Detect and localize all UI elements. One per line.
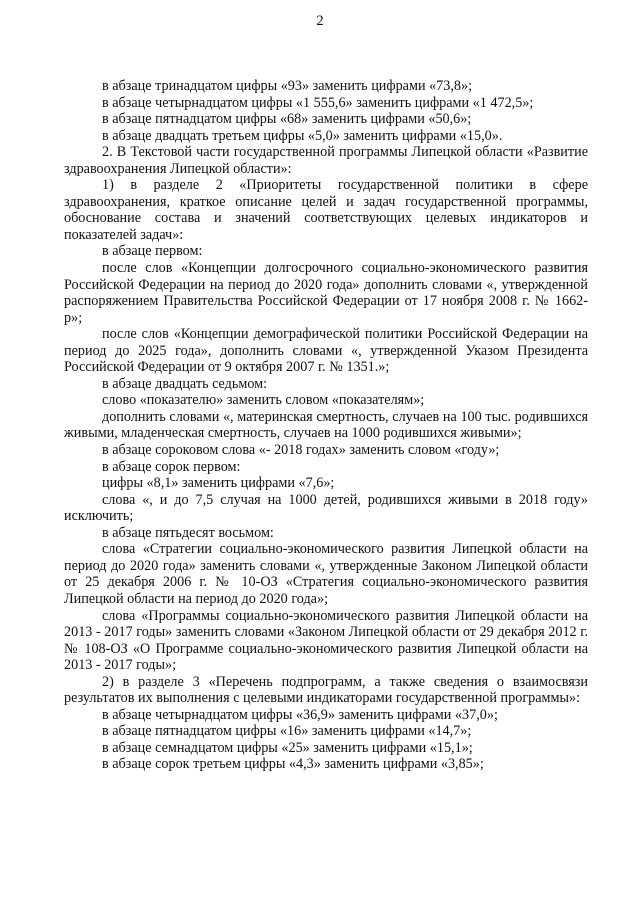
paragraph-strategy: слова «Стратегии социально-экономического развития Липецкой области на период до 2020 года» заменить словами «, утвержденные Законом Липецкой области от 25 декабря 2006 г. № 10-ОЗ «Стратегия социально-экономического развития Липецкой области на период до 2020 года»;	[64, 541, 588, 607]
paragraph-abzac-41: в абзаце сорок первом:	[102, 458, 241, 475]
paragraph-r3-abzac-17: в абзаце семнадцатом цифры «25» заменить цифрами «15,1»;	[102, 739, 473, 756]
paragraph-concept-demographic: после слов «Концепции демографической политики Российской Федерации на период до 2025 года», дополнить словами «, утвержденной Указом Президента Российской Федерации от 9 октября 2007 г. № 1351.»;	[64, 326, 588, 376]
paragraph-mortality-add: дополнить словами «, материнская смертность, случаев на 100 тыс. родившихся живыми, младенческая смертность, случаев на 1000 родившихся живыми»;	[64, 408, 588, 442]
paragraph-razdel-3: 2) в разделе 3 «Перечень подпрограмм, а также сведения о взаимосвязи результатов их выполнения с целевыми индикаторами государственной программы»:	[64, 673, 588, 707]
paragraph-razdel-2: 1) в разделе 2 «Приоритеты государственной политики в сфере здравоохранения, краткое описание целей и задач государственной программы, обоснование состава и значений соответствующих целевых индикаторов и показателей задач»:	[64, 177, 588, 243]
paragraph-amend-14: в абзаце четырнадцатом цифры «1 555,6» заменить цифрами «1 472,5»;	[102, 94, 534, 111]
paragraph-abzac-27: в абзаце двадцать седьмом:	[102, 375, 268, 392]
paragraph-section-2-heading: 2. В Текстовой части государственной программы Липецкой области «Развитие здравоохранения Липецкой области»:	[64, 144, 588, 177]
paragraph-r3-abzac-15: в абзаце пятнадцатом цифры «16» заменить цифрами «14,7»;	[102, 723, 472, 740]
paragraph-amend-23: в абзаце двадцать третьем цифры «5,0» заменить цифрами «15,0».	[102, 127, 503, 144]
paragraph-abzac-1: в абзаце первом:	[102, 243, 203, 260]
paragraph-r3-abzac-43: в абзаце сорок третьем цифры «4,3» заменить цифрами «3,85»;	[102, 756, 484, 773]
paragraph-word-replace: слово «показателю» заменить словом «показателям»;	[102, 392, 425, 409]
paragraph-digits-8-1: цифры «8,1» заменить цифрами «7,6»;	[102, 475, 335, 492]
paragraph-exclude-7-5: слова «, и до 7,5 случая на 1000 детей, родившихся живыми в 2018 году» исключить;	[64, 491, 588, 525]
paragraph-concept-longterm: после слов «Концепции долгосрочного социально-экономического развития Российской Федерации на период до 2020 года» дополнить словами «, утвержденной распоряжением Правительства Российской Федерации от 17 ноября 2008 г. № 1662-р»;	[64, 260, 588, 326]
paragraph-program-2013-2017: слова «Программы социально-экономического развития Липецкой области на 2013 - 2017 годы» заменить словами «Законом Липецкой области от 29 декабря 2012 г. № 108-ОЗ «О Программе социально-экономического развития Липецкой области на 2013 - 2017 годы»;	[64, 607, 588, 674]
document-body	[64, 78, 588, 773]
paragraph-abzac-40: в абзаце сороковом слова «- 2018 годах» заменить словом «году»;	[102, 442, 500, 459]
page-number: 2	[316, 13, 324, 29]
paragraph-amend-13: в абзаце тринадцатом цифры «93» заменить цифрами «73,8»;	[102, 78, 473, 94]
paragraph-amend-15: в абзаце пятнадцатом цифры «68» заменить цифрами «50,6»;	[102, 111, 472, 128]
paragraph-r3-abzac-14: в абзаце четырнадцатом цифры «36,9» заменить цифрами «37,0»;	[102, 706, 498, 723]
paragraph-abzac-58: в абзаце пятьдесят восьмом:	[102, 524, 274, 541]
